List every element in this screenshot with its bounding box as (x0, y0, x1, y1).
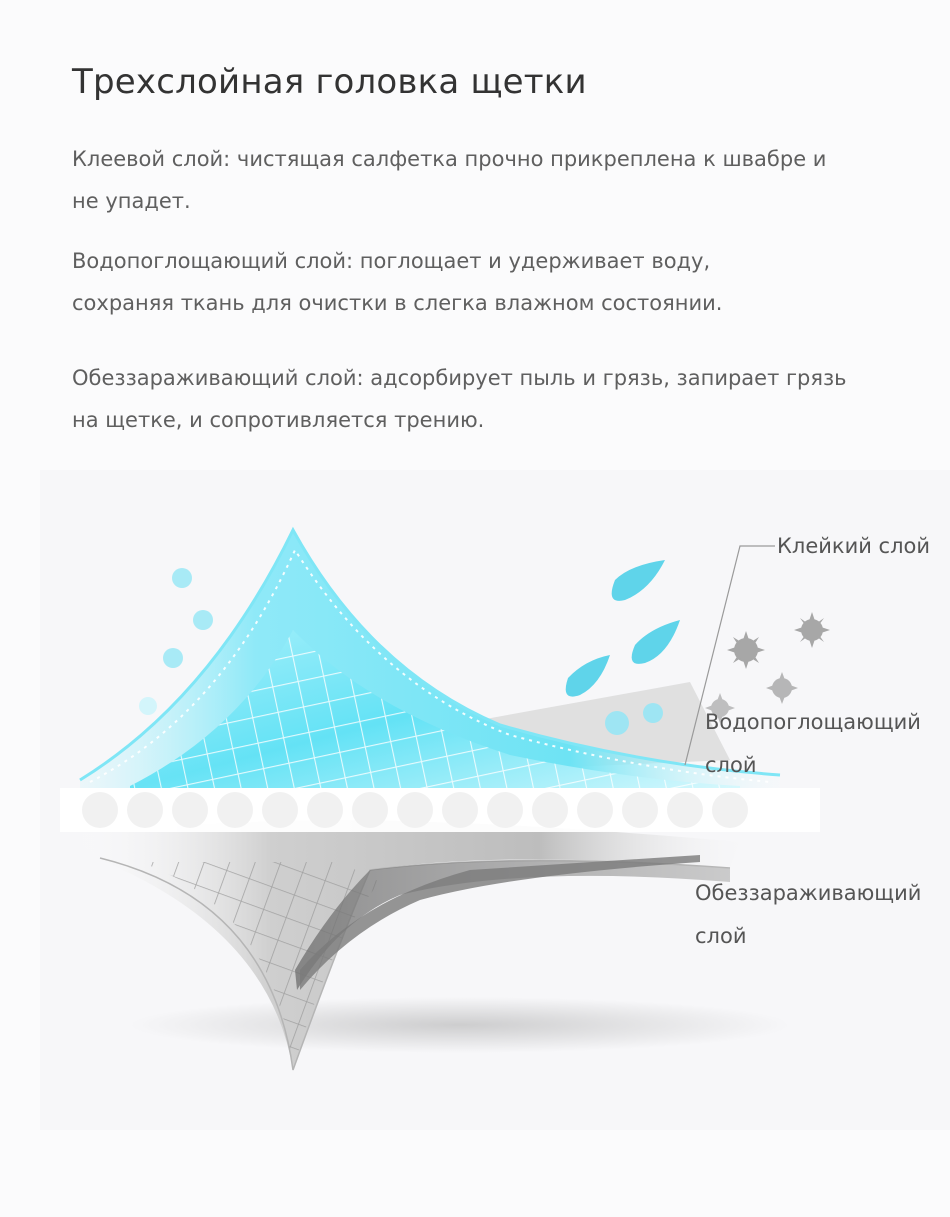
adhesive-layer-description (72, 138, 912, 222)
page-title: Трехслойная головка щетки (72, 62, 587, 102)
label-line: Клейкий слой (777, 534, 931, 558)
text-line: не упадет. (72, 189, 191, 213)
text-line: Обеззараживающий слой: адсорбирует пыль и грязь, запирает грязь (72, 366, 847, 390)
text-line: сохраняя ткань для очистки в слегка влажном состоянии. (72, 291, 723, 315)
absorbent-layer-label (705, 701, 921, 787)
label-line: слой (705, 753, 757, 777)
disinfecting-layer-description (72, 357, 912, 441)
separator-strip (60, 788, 820, 832)
label-line: Водопоглощающий (705, 710, 921, 734)
text-line: на щетке, и сопротивляется трению. (72, 408, 485, 432)
disinfecting-layer-label (695, 872, 921, 958)
text-line: Водопоглощающий слой: поглощает и удерживает воду, (72, 249, 711, 273)
absorbent-layer-description (72, 240, 912, 324)
three-layer-illustration (40, 470, 950, 1130)
adhesive-layer-label (777, 525, 930, 568)
label-line: Обеззараживающий (695, 881, 922, 905)
text-line: Клеевой слой: чистящая салфетка прочно прикреплена к швабре и (72, 147, 827, 171)
floor-shadow (130, 997, 790, 1053)
label-line: слой (695, 924, 747, 948)
